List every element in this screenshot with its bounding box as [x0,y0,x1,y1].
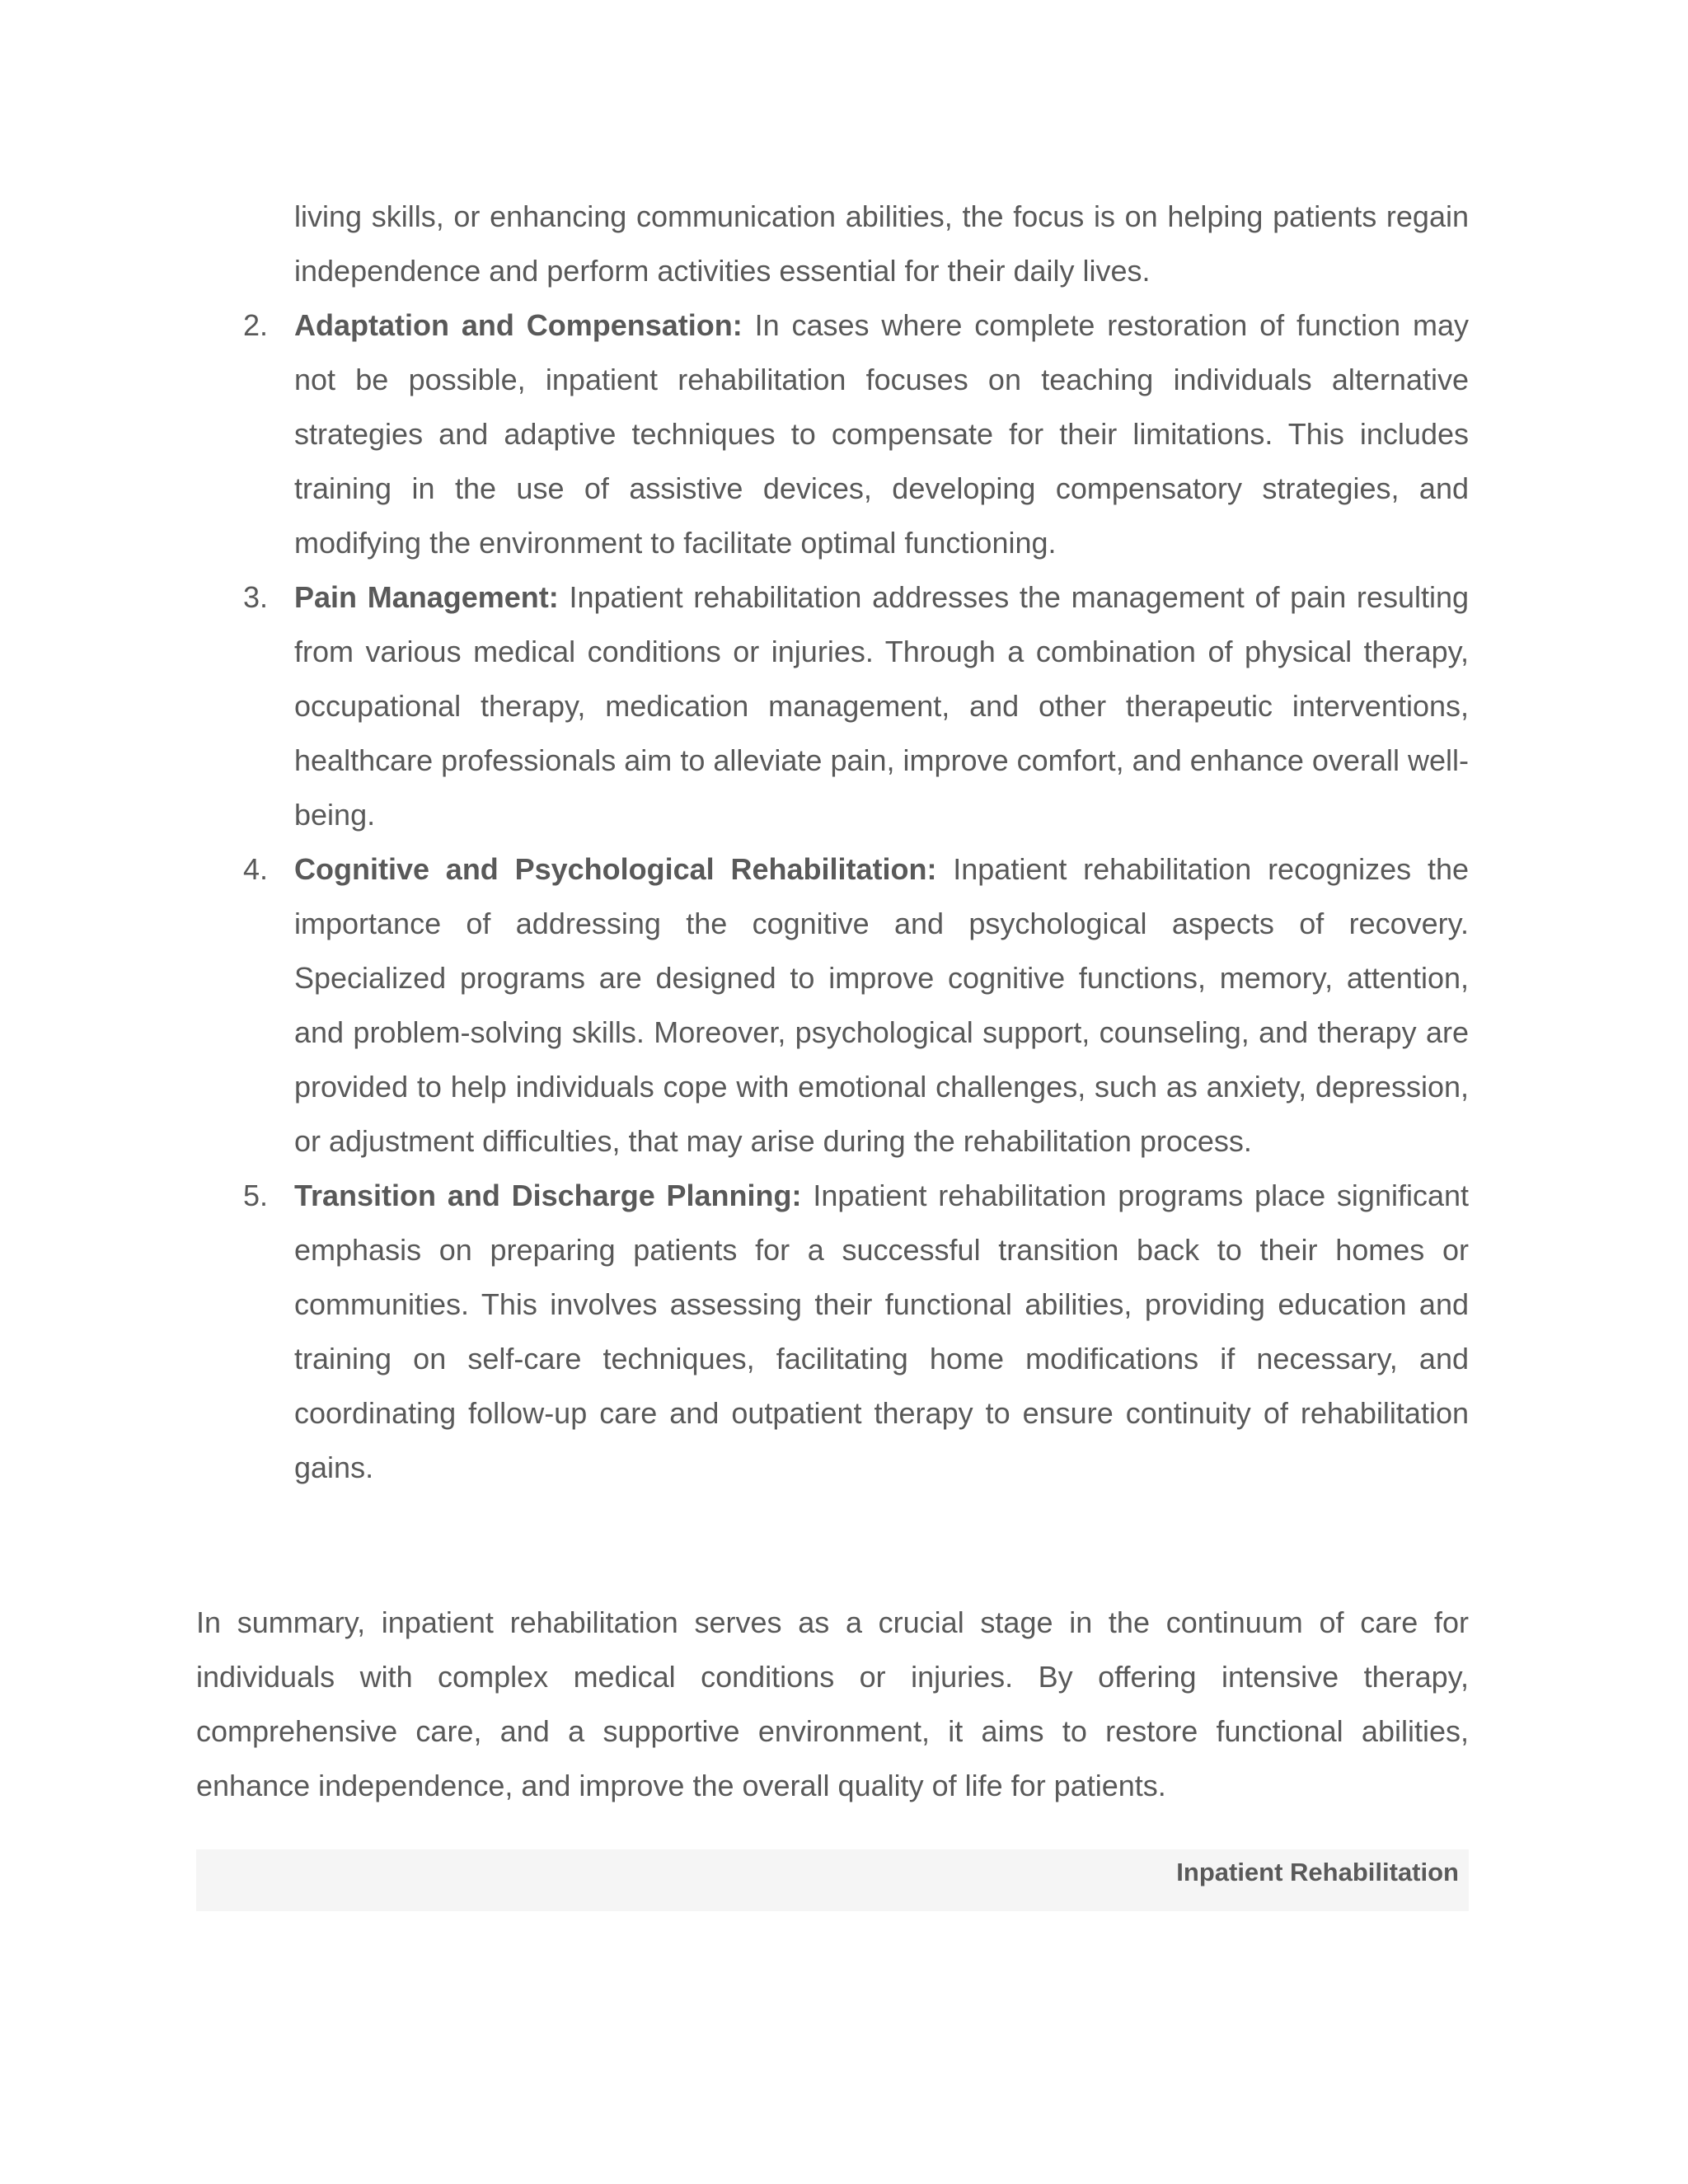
summary-paragraph: In summary, inpatient rehabilitation serves as a crucial stage in the continuum of care for individuals with complex medical conditions or injuries. By offering intensive therapy, comprehensive care, and a supportive environment, it aims to restore functional abilities, enhance independence, and improve the overall quality of life for patients. [196,1605,1469,1802]
list-item-text: Inpatient rehabilitation recognizes the importance of addressing the cognitive and psychological aspects of recovery. Specialized programs are designed to improve cognitive functions, memory, attention, and problem-solving skills. Moreover, psychological support, counseling, and therapy are provided to help individuals cope with emotional challenges, such as anxiety, depression, or adjustment difficulties, that may arise during the rehabilitation process. [294,852,1469,1158]
list-item-term: Cognitive and Psychological Rehabilitation: [294,852,954,886]
list-item [243,570,1470,842]
list-item-number: 3. [243,580,269,614]
list-item-number: 2. [243,308,269,342]
list-item [243,1169,1470,1495]
list-item-term: Adaptation and Compensation: [294,308,755,342]
list-item-term: Transition and Discharge Planning: [294,1179,814,1212]
list-item-term: Pain Management: [294,580,570,614]
list-item-text: In cases where complete restoration of function may not be possible, inpatient rehabilitation focuses on teaching individuals alternative strategies and adaptive techniques to compensate for their limitations. This includes training in the use of assistive devices, developing compensatory strategies, and modifying the environment to facilitate optimal functioning. [294,308,1469,560]
list-item [243,298,1469,570]
footer-title: Inpatient Rehabilitation [1176,1858,1459,1886]
list-item-text: Inpatient rehabilitation programs place significant emphasis on preparing patients for a successful transition back to their homes or communities. This involves assessing their functional abilities, providing education and training on self-care techniques, facilitating home modifications if necessary, and coordinating follow-up care and outpatient therapy to ensure continuity of rehabilitation gains. [294,1179,1470,1484]
list-item [243,842,1469,1169]
list-item-number: 5. [243,1179,269,1212]
numbered-list [243,298,1470,1495]
footer-band [196,1849,1469,1911]
list-item-text: Inpatient rehabilitation addresses the management of pain resulting from various medical conditions or injuries. Through a combination of physical therapy, occupational therapy, medication management, and other therapeutic interventions, healthcare professionals aim to alleviate pain, improve comfort, and enhance overall well-being. [294,580,1470,832]
list-item-continuation: living skills, or enhancing communication abilities, the focus is on helping patients regain independence and perform activities essential for their daily lives. [294,199,1469,288]
list-item-number: 4. [243,852,269,886]
